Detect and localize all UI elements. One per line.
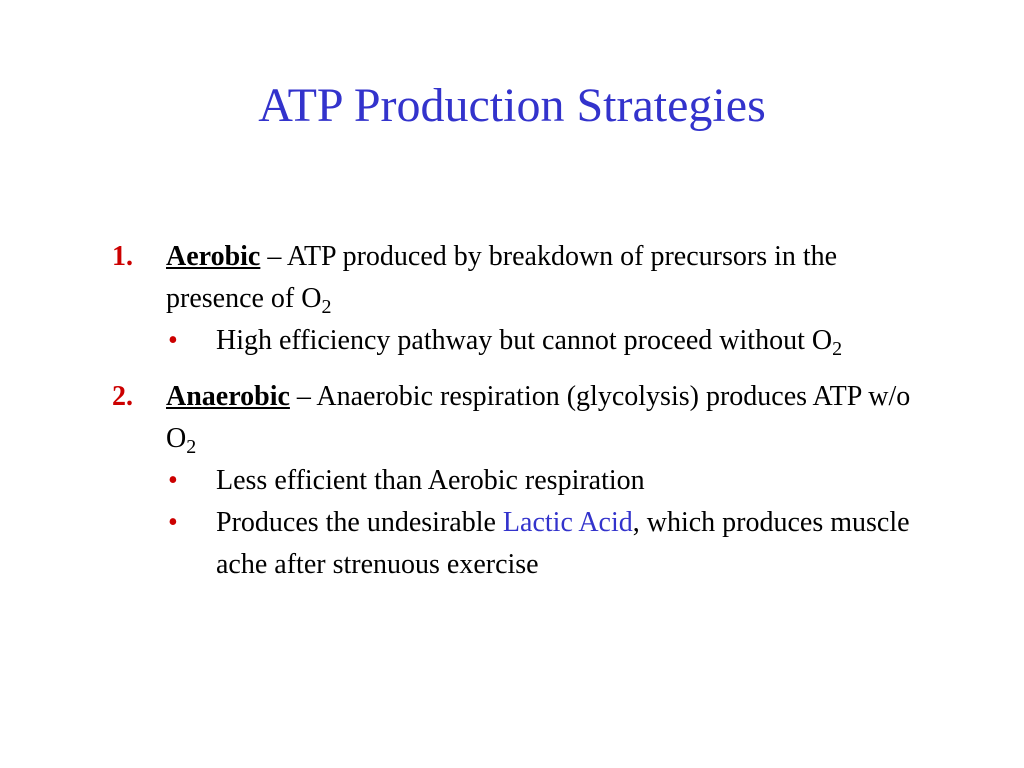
slide-content: [112, 236, 932, 586]
bullet-icon: •: [168, 325, 178, 356]
item-description: [166, 376, 932, 460]
item-description: [166, 236, 932, 320]
bullet-icon: •: [168, 465, 178, 496]
item-separator: –: [260, 241, 287, 272]
item-number: 2.: [112, 381, 133, 412]
item-term: Aerobic: [166, 241, 261, 272]
strategy-item-anaerobic: [112, 376, 932, 586]
item-desc-text: ATP produced by breakdown of precursors in the presence of O: [166, 241, 838, 314]
slide-title: ATP Production Strategies: [258, 79, 766, 132]
bullet-text: High efficiency pathway but cannot proceed without O: [216, 325, 833, 356]
subscript-2: 2: [832, 338, 843, 360]
bullet-text-after: , which produces muscle ache after strenuous exercise: [216, 507, 910, 580]
sub-bullet-list: [166, 460, 932, 586]
bullet-text: Less efficient than Aerobic respiration: [216, 465, 645, 496]
sub-bullet-item: [166, 320, 932, 362]
item-desc-text: Anaerobic respiration (glycolysis) produces ATP w/o O: [166, 381, 911, 454]
bullet-text-before: Produces the undesirable: [216, 507, 503, 538]
item-separator: –: [289, 381, 317, 412]
sub-bullet-item: [166, 460, 932, 502]
item-term: Anaerobic: [166, 381, 290, 412]
sub-bullet-list: [166, 320, 932, 362]
subscript-2: 2: [321, 296, 332, 318]
bullet-icon: •: [168, 507, 178, 538]
lactic-acid-highlight: Lactic Acid: [502, 507, 633, 538]
sub-bullet-item: [166, 502, 932, 586]
item-number: 1.: [112, 241, 133, 272]
subscript-2: 2: [186, 436, 197, 458]
strategy-item-aerobic: [112, 236, 932, 362]
